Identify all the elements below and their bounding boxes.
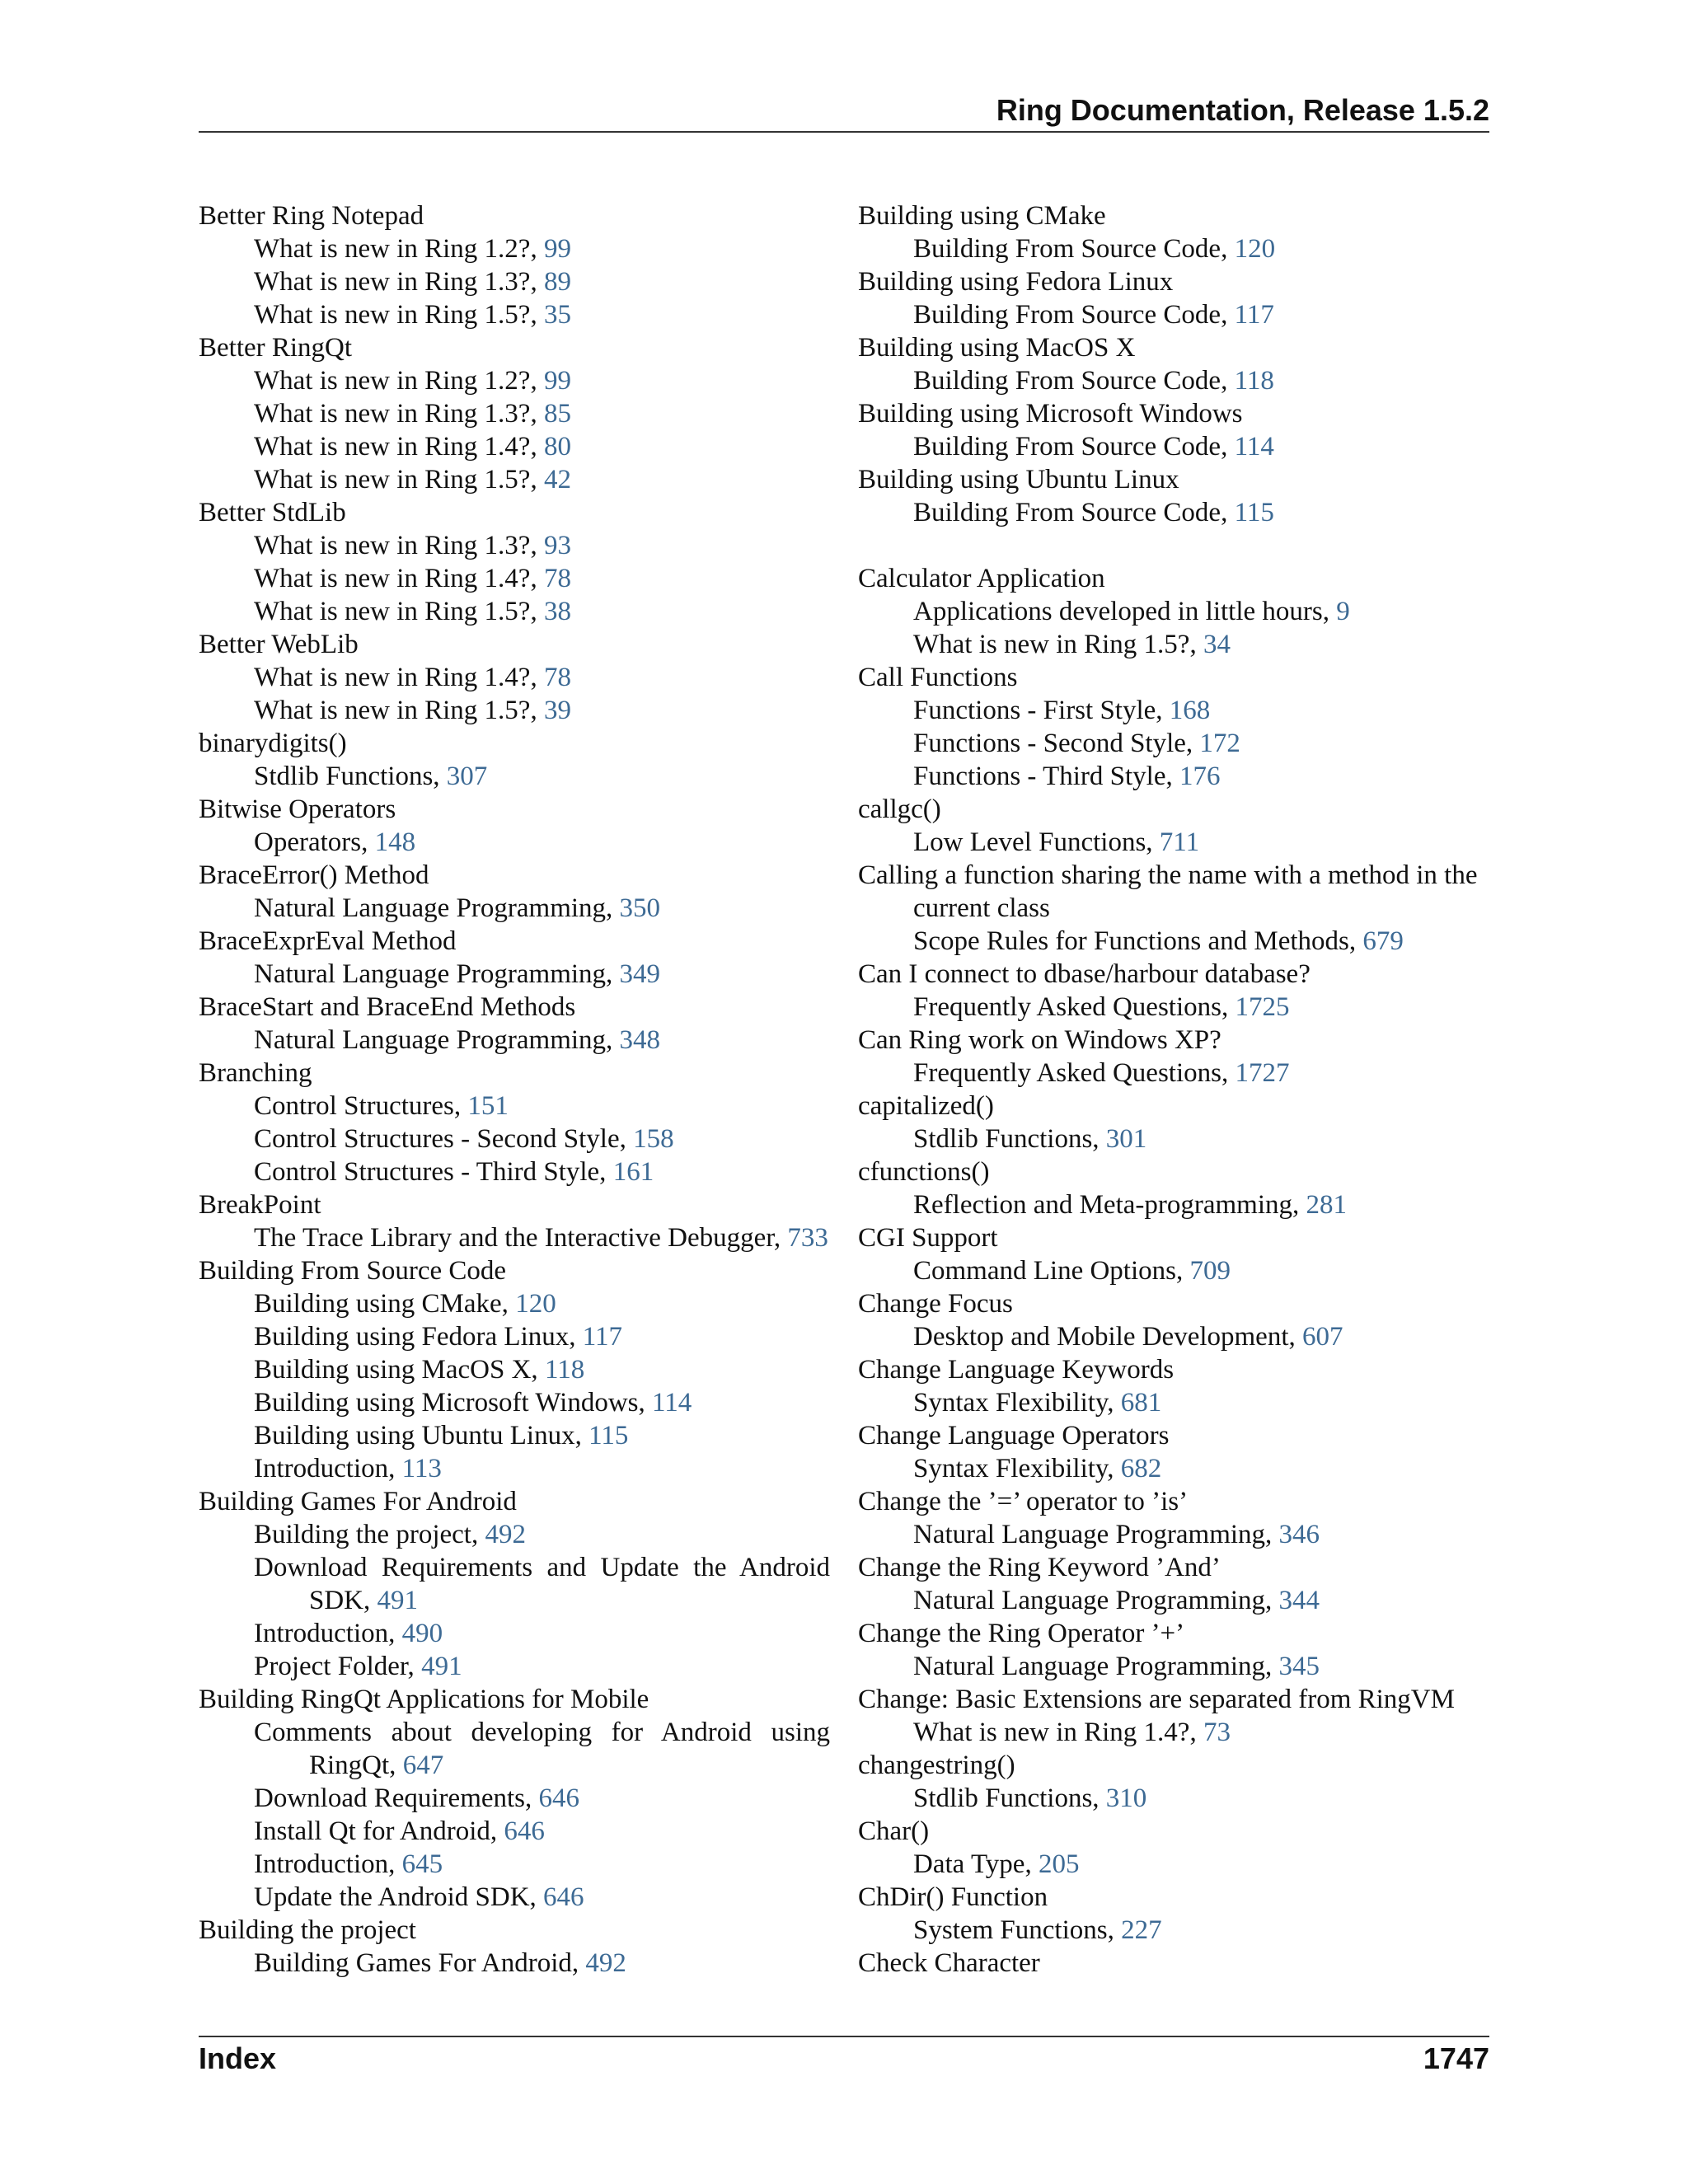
page-link[interactable]: 349 — [619, 959, 661, 989]
index-term — [199, 1188, 830, 1221]
entry-text: Operators, — [254, 827, 375, 857]
footer-section: Index — [199, 2041, 277, 2075]
page-link[interactable]: 158 — [633, 1124, 674, 1154]
index-subentry — [199, 760, 830, 793]
index-subentry — [199, 298, 830, 331]
index-subentry — [199, 1881, 830, 1914]
index-subentry — [199, 1024, 830, 1057]
entry-text: Change Language Keywords — [858, 1355, 1175, 1385]
index-term — [199, 859, 830, 892]
index-term — [199, 1683, 830, 1716]
entry-text: Building From Source Code, — [913, 498, 1235, 527]
index-subentry — [858, 1057, 1489, 1090]
index-term — [858, 463, 1489, 496]
page-link[interactable]: 647 — [402, 1750, 444, 1780]
index-subentry — [199, 1452, 830, 1485]
index-term — [858, 1485, 1489, 1518]
page-link[interactable]: 9 — [1336, 597, 1350, 626]
page-link[interactable]: 709 — [1189, 1256, 1231, 1286]
index-term — [858, 1749, 1489, 1782]
index-term — [858, 1815, 1489, 1848]
entry-text: Better WebLib — [199, 630, 359, 659]
page-link[interactable]: 227 — [1121, 1915, 1162, 1945]
index-subentry — [199, 1287, 830, 1320]
page-link[interactable]: 117 — [582, 1322, 623, 1352]
index-subentry — [199, 1320, 830, 1353]
entry-text: Stdlib Functions, — [254, 762, 447, 791]
index-term — [858, 265, 1489, 298]
entry-text: Change: Basic Extensions are separated from RingVM — [858, 1685, 1455, 1714]
page-link[interactable]: 172 — [1199, 729, 1240, 758]
index-term — [199, 1254, 830, 1287]
entry-text: Frequently Asked Questions, — [913, 992, 1236, 1022]
index-subentry — [858, 1782, 1489, 1815]
page-link[interactable]: 344 — [1278, 1586, 1320, 1615]
page-footer — [199, 2041, 1489, 2077]
index-subentry — [858, 925, 1489, 958]
index-subentry — [199, 826, 830, 859]
index-subentry — [199, 1782, 830, 1815]
page-link[interactable]: 80 — [543, 432, 571, 462]
entry-text: Building From Source Code, — [913, 234, 1235, 264]
entry-text: Natural Language Programming, — [254, 893, 620, 923]
index-term — [858, 1683, 1489, 1716]
index-term — [858, 1419, 1489, 1452]
page-link[interactable]: 99 — [543, 366, 571, 396]
entry-text: Building using Fedora Linux — [858, 267, 1174, 297]
entry-text: Calculator Application — [858, 564, 1105, 593]
index-subentry — [199, 1221, 830, 1254]
entry-text: Building RingQt Applications for Mobile — [199, 1685, 649, 1714]
entry-text: Better RingQt — [199, 333, 353, 363]
entry-text: Change Language Operators — [858, 1421, 1170, 1451]
entry-text: Building Games For Android, — [254, 1948, 586, 1978]
page-link[interactable]: 38 — [543, 597, 571, 626]
page-link[interactable]: 281 — [1306, 1190, 1348, 1220]
index-term — [858, 661, 1489, 694]
page-link[interactable]: 346 — [1278, 1520, 1320, 1549]
entry-text: Install Qt for Android, — [254, 1816, 504, 1846]
entry-text: Natural Language Programming, — [913, 1586, 1279, 1615]
page-link[interactable]: 646 — [538, 1783, 580, 1813]
entry-text: Frequently Asked Questions, — [913, 1058, 1236, 1088]
entry-text: What is new in Ring 1.4?, — [254, 663, 544, 692]
page-link[interactable]: 168 — [1169, 696, 1211, 725]
entry-text: capitalized() — [858, 1091, 994, 1121]
entry-text: Syntax Flexibility, — [913, 1454, 1121, 1483]
index-term — [199, 793, 830, 826]
entry-text: Bitwise Operators — [199, 794, 396, 824]
entry-text: Building From Source Code, — [913, 366, 1235, 396]
index-subentry — [858, 1452, 1489, 1485]
running-header: Ring Documentation, Release 1.5.2 — [996, 93, 1489, 127]
index-term — [858, 1090, 1489, 1122]
index-subentry — [199, 958, 830, 991]
entry-text: Download Requirements and Update the Android SDK, — [254, 1553, 830, 1615]
index-subentry — [199, 1090, 830, 1122]
index-term — [858, 793, 1489, 826]
index-letter-gap — [858, 529, 1489, 562]
index-term — [199, 991, 830, 1024]
entry-text: Building using Fedora Linux, — [254, 1322, 583, 1352]
entry-text: What is new in Ring 1.3?, — [254, 399, 544, 429]
page-link[interactable]: 733 — [787, 1223, 828, 1253]
index-subentry — [858, 1584, 1489, 1617]
page-link[interactable]: 161 — [612, 1157, 654, 1187]
entry-text: Change the ’=’ operator to ’is’ — [858, 1487, 1189, 1516]
entry-text: What is new in Ring 1.4?, — [913, 1718, 1203, 1747]
entry-text: Building using MacOS X — [858, 333, 1136, 363]
page-link[interactable]: 114 — [652, 1388, 692, 1418]
index-subentry — [199, 430, 830, 463]
index-subentry — [199, 232, 830, 265]
index-subentry — [858, 991, 1489, 1024]
entry-text: Update the Android SDK, — [254, 1882, 544, 1912]
page-link[interactable]: 117 — [1234, 300, 1274, 330]
entry-text: What is new in Ring 1.2?, — [254, 366, 544, 396]
page-link[interactable]: 78 — [543, 564, 571, 593]
index-term — [199, 628, 830, 661]
index-subentry — [199, 1518, 830, 1551]
entry-text: Project Folder, — [254, 1652, 422, 1681]
page-link[interactable]: 1725 — [1235, 992, 1290, 1022]
index-subentry — [199, 1551, 830, 1617]
page-link[interactable]: 118 — [1234, 366, 1274, 396]
page-link[interactable]: 120 — [515, 1289, 556, 1319]
entry-text: Introduction, — [254, 1619, 402, 1648]
entry-text: Building From Source Code — [199, 1256, 507, 1286]
index-term — [858, 331, 1489, 364]
index-term — [858, 562, 1489, 595]
page-link[interactable]: 85 — [543, 399, 571, 429]
index-subentry — [199, 1617, 830, 1650]
page-link[interactable]: 34 — [1203, 630, 1231, 659]
entry-text: Natural Language Programming, — [913, 1652, 1279, 1681]
entry-text: binarydigits() — [199, 729, 347, 758]
entry-text: Desktop and Mobile Development, — [913, 1322, 1302, 1352]
index-column-left — [199, 199, 830, 1980]
index-term — [858, 1287, 1489, 1320]
entry-text: Change the Ring Operator ’+’ — [858, 1619, 1185, 1648]
entry-text: Building the project — [199, 1915, 416, 1945]
header-rule — [199, 131, 1489, 133]
index-term — [199, 1057, 830, 1090]
entry-text: CGI Support — [858, 1223, 998, 1253]
page-link[interactable]: 78 — [543, 663, 571, 692]
page-link[interactable]: 646 — [504, 1816, 545, 1846]
index-subentry — [858, 1254, 1489, 1287]
entry-text: Applications developed in little hours, — [913, 597, 1337, 626]
index-term — [199, 727, 830, 760]
entry-text: Command Line Options, — [913, 1256, 1190, 1286]
index-subentry — [199, 1947, 830, 1980]
index-term — [858, 1353, 1489, 1386]
page-link[interactable]: 645 — [401, 1849, 443, 1879]
entry-text: Building From Source Code, — [913, 300, 1235, 330]
page-link[interactable]: 176 — [1179, 762, 1221, 791]
entry-text: Scope Rules for Functions and Methods, — [913, 926, 1363, 956]
index-term — [858, 1221, 1489, 1254]
entry-text: Low Level Functions, — [913, 827, 1160, 857]
index-subentry — [199, 1419, 830, 1452]
page-link[interactable]: 115 — [1234, 498, 1274, 527]
entry-text: Stdlib Functions, — [913, 1783, 1106, 1813]
index-subentry — [199, 364, 830, 397]
entry-text: Control Structures - Second Style, — [254, 1124, 634, 1154]
entry-text: Control Structures - Third Style, — [254, 1157, 613, 1187]
index-subentry — [199, 694, 830, 727]
index-subentry — [858, 727, 1489, 760]
entry-text: Introduction, — [254, 1454, 402, 1483]
index-subentry — [199, 1155, 830, 1188]
page-link[interactable]: 646 — [543, 1882, 584, 1912]
index-subentry — [199, 661, 830, 694]
index-subentry — [858, 1716, 1489, 1749]
page-link[interactable]: 113 — [401, 1454, 442, 1483]
page-link[interactable]: 679 — [1362, 926, 1404, 956]
entry-text: Reflection and Meta-programming, — [913, 1190, 1306, 1220]
page-link[interactable]: 607 — [1302, 1322, 1343, 1352]
entry-text: Natural Language Programming, — [254, 959, 620, 989]
entry-text: Building using Ubuntu Linux, — [254, 1421, 589, 1451]
index-term — [858, 1947, 1489, 1980]
index-subentry — [199, 562, 830, 595]
entry-text: Functions - Second Style, — [913, 729, 1200, 758]
index-subentry — [199, 1353, 830, 1386]
page-link[interactable]: 490 — [401, 1619, 443, 1648]
index-term — [858, 199, 1489, 232]
entry-text: What is new in Ring 1.4?, — [254, 564, 544, 593]
index-subentry — [858, 1386, 1489, 1419]
page-link[interactable]: 1727 — [1235, 1058, 1290, 1088]
entry-text: What is new in Ring 1.5?, — [254, 300, 544, 330]
entry-text: Natural Language Programming, — [254, 1025, 620, 1055]
entry-text: Building using Microsoft Windows — [858, 399, 1243, 429]
entry-text: Call Functions — [858, 663, 1018, 692]
entry-text: Building using MacOS X, — [254, 1355, 545, 1385]
index-term — [199, 331, 830, 364]
page-link[interactable]: 42 — [543, 465, 571, 494]
page-link[interactable]: 205 — [1038, 1849, 1080, 1879]
index-column-right — [858, 199, 1489, 1980]
entry-text: System Functions, — [913, 1915, 1122, 1945]
index-term — [858, 1024, 1489, 1057]
index-term — [858, 1881, 1489, 1914]
entry-text: ChDir() Function — [858, 1882, 1048, 1912]
entry-text: Can Ring work on Windows XP? — [858, 1025, 1221, 1055]
page-link[interactable]: 492 — [485, 1520, 526, 1549]
entry-text: What is new in Ring 1.4?, — [254, 432, 544, 462]
index-subentry — [858, 1914, 1489, 1947]
entry-text: Building using Microsoft Windows, — [254, 1388, 652, 1418]
page-link[interactable]: 73 — [1203, 1718, 1231, 1747]
page-link[interactable]: 491 — [377, 1586, 419, 1615]
index-subentry — [199, 1650, 830, 1683]
index-subentry — [199, 1716, 830, 1782]
entry-text: BreakPoint — [199, 1190, 321, 1220]
entry-text: Building using Ubuntu Linux — [858, 465, 1179, 494]
index-subentry — [858, 826, 1489, 859]
page-link[interactable]: 39 — [543, 696, 571, 725]
index-term — [858, 1617, 1489, 1650]
index-term — [199, 925, 830, 958]
index-term — [858, 1551, 1489, 1584]
page-link[interactable]: 120 — [1234, 234, 1276, 264]
entry-text: Stdlib Functions, — [913, 1124, 1106, 1154]
entry-text: Calling a function sharing the name with a method in the current class — [858, 860, 1478, 923]
page-link[interactable]: 307 — [446, 762, 488, 791]
entry-text: Building the project, — [254, 1520, 485, 1549]
index-subentry — [858, 298, 1489, 331]
index-term — [858, 958, 1489, 991]
index-term — [199, 199, 830, 232]
entry-text: What is new in Ring 1.5?, — [254, 597, 544, 626]
page-link[interactable]: 89 — [543, 267, 571, 297]
entry-text: callgc() — [858, 794, 941, 824]
page-link[interactable]: 148 — [374, 827, 416, 857]
index-term — [858, 1155, 1489, 1188]
entry-text: BraceExprEval Method — [199, 926, 457, 956]
index-subentry — [858, 628, 1489, 661]
page-link[interactable]: 93 — [543, 531, 571, 560]
index-term — [199, 1914, 830, 1947]
page-link[interactable]: 301 — [1105, 1124, 1147, 1154]
entry-text: Syntax Flexibility, — [913, 1388, 1121, 1418]
index-subentry — [199, 463, 830, 496]
page-link[interactable]: 492 — [585, 1948, 626, 1978]
entry-text: Comments about developing for Android using RingQt, — [254, 1718, 830, 1780]
page-link[interactable]: 345 — [1278, 1652, 1320, 1681]
index-subentry — [199, 892, 830, 925]
page-link[interactable]: 348 — [619, 1025, 661, 1055]
index-subentry — [199, 1386, 830, 1419]
index-term — [858, 859, 1489, 925]
index-subentry — [858, 364, 1489, 397]
entry-text: The Trace Library and the Interactive Debugger, — [254, 1223, 788, 1253]
page-link[interactable]: 681 — [1120, 1388, 1162, 1418]
index-subentry — [858, 430, 1489, 463]
entry-text: Building using CMake, — [254, 1289, 516, 1319]
entry-text: cfunctions() — [858, 1157, 990, 1187]
entry-text: changestring() — [858, 1750, 1015, 1780]
entry-text: BraceStart and BraceEnd Methods — [199, 992, 576, 1022]
index-subentry — [858, 496, 1489, 529]
entry-text: Better StdLib — [199, 498, 346, 527]
entry-text: What is new in Ring 1.3?, — [254, 531, 544, 560]
entry-text: Better Ring Notepad — [199, 201, 424, 231]
entry-text: Building Games For Android — [199, 1487, 517, 1516]
entry-text: Building From Source Code, — [913, 432, 1235, 462]
entry-text: Introduction, — [254, 1849, 402, 1879]
index-subentry — [858, 760, 1489, 793]
index-subentry — [858, 1320, 1489, 1353]
entry-text: Functions - Third Style, — [913, 762, 1179, 791]
page-link[interactable]: 151 — [467, 1091, 509, 1121]
entry-text: Building using CMake — [858, 201, 1106, 231]
entry-text: Branching — [199, 1058, 312, 1088]
index-subentry — [858, 1122, 1489, 1155]
entry-text: What is new in Ring 1.5?, — [913, 630, 1203, 659]
index-subentry — [199, 529, 830, 562]
entry-text: Download Requirements, — [254, 1783, 539, 1813]
index-subentry — [199, 595, 830, 628]
entry-text: What is new in Ring 1.2?, — [254, 234, 544, 264]
entry-text: Data Type, — [913, 1849, 1039, 1879]
page-link[interactable]: 35 — [543, 300, 571, 330]
index-subentry — [199, 1848, 830, 1881]
footer-rule — [199, 2036, 1489, 2037]
entry-text: What is new in Ring 1.5?, — [254, 696, 544, 725]
index-subentry — [199, 265, 830, 298]
index-subentry — [199, 1815, 830, 1848]
index-subentry — [858, 595, 1489, 628]
entry-text: What is new in Ring 1.5?, — [254, 465, 544, 494]
page-link[interactable]: 118 — [544, 1355, 585, 1385]
page-link[interactable]: 350 — [619, 893, 661, 923]
index-subentry — [858, 1848, 1489, 1881]
page-link[interactable]: 310 — [1105, 1783, 1147, 1813]
entry-text: Char() — [858, 1816, 930, 1846]
page-link[interactable]: 711 — [1159, 827, 1200, 857]
footer-page-number: 1747 — [1423, 2041, 1489, 2075]
index-subentry — [858, 232, 1489, 265]
entry-text: BraceError() Method — [199, 860, 429, 890]
index-subentry — [858, 1650, 1489, 1683]
entry-text: Can I connect to dbase/harbour database? — [858, 959, 1311, 989]
page-link[interactable]: 682 — [1120, 1454, 1162, 1483]
entry-text: Change the Ring Keyword ’And’ — [858, 1553, 1221, 1582]
entry-text: Control Structures, — [254, 1091, 468, 1121]
entry-text: Check Character — [858, 1948, 1040, 1978]
page-link[interactable]: 115 — [588, 1421, 629, 1451]
page-link[interactable]: 491 — [421, 1652, 462, 1681]
entry-text: What is new in Ring 1.3?, — [254, 267, 544, 297]
index-term — [199, 1485, 830, 1518]
index-subentry — [858, 1188, 1489, 1221]
index-term — [858, 397, 1489, 430]
index-subentry — [858, 694, 1489, 727]
index-subentry — [199, 397, 830, 430]
entry-text: Functions - First Style, — [913, 696, 1170, 725]
index-term — [199, 496, 830, 529]
index-subentry — [199, 1122, 830, 1155]
page-link[interactable]: 114 — [1234, 432, 1274, 462]
page-link[interactable]: 99 — [543, 234, 571, 264]
index-subentry — [858, 1518, 1489, 1551]
entry-text: Natural Language Programming, — [913, 1520, 1279, 1549]
entry-text: Change Focus — [858, 1289, 1013, 1319]
